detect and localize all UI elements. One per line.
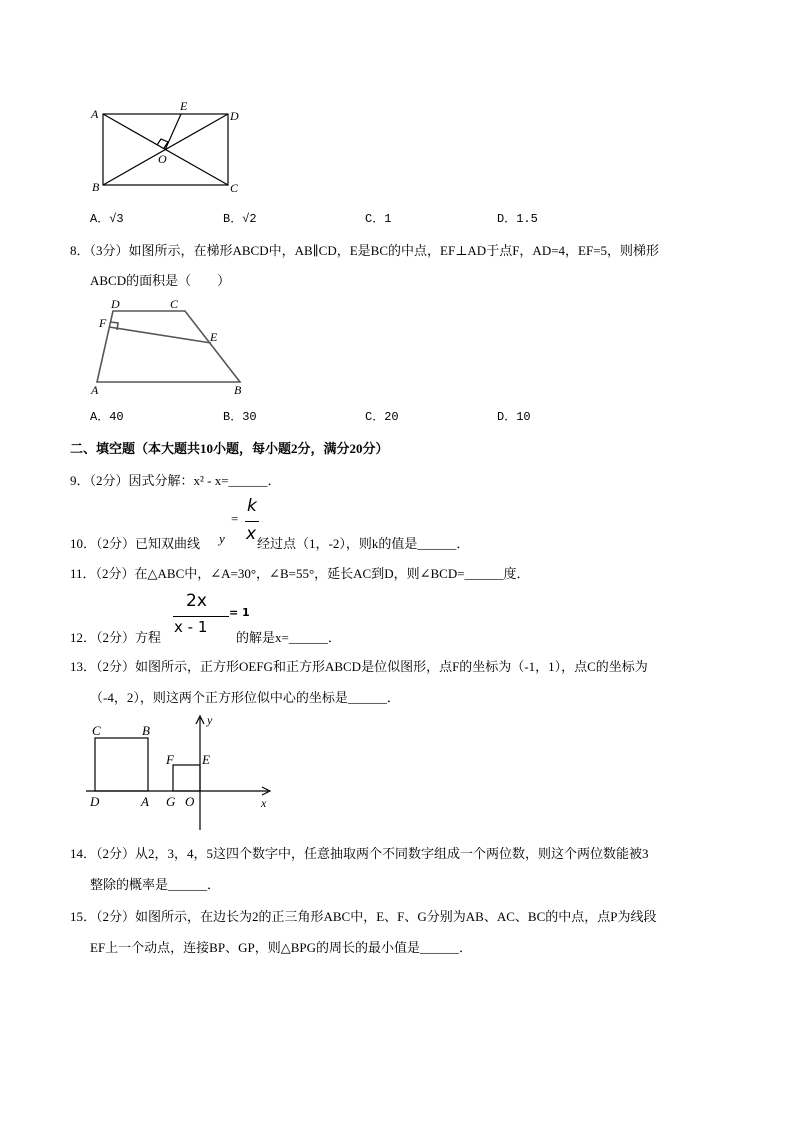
right-angle-mark: [157, 139, 168, 148]
q8-label-a: A: [91, 383, 99, 397]
trapezoid-abcd: [97, 311, 240, 382]
q13-label-d: D: [90, 794, 100, 809]
q13-label-o: O: [185, 794, 195, 809]
q7-label-b: B: [92, 180, 100, 194]
q8-label-b: B: [234, 383, 242, 397]
q8-text-line1: 8．（3分）如图所示，在梯形ABCD中，AB∥CD，E是BC的中点，EF⊥AD于点F，AD=4，EF=5，则梯形: [70, 243, 660, 258]
q10-equals: =: [231, 511, 239, 526]
q11-text: 11．（2分）在△ABC中，∠A=30°，∠B=55°，延长AC到D，则∠BCD=______度．: [70, 566, 530, 581]
q15-text-line1: 15．（2分）如图所示，在边长为2的正三角形ABC中，E、F、G分别为AB、AC、BC的中点，点P为线段: [70, 909, 657, 924]
q14-text-line1: 14．（2分）从2，3，4，5这四个数字中，任意抽取两个不同数字组成一个两位数，则这个两位数能被3: [70, 846, 649, 861]
diagonal-ac: [103, 114, 228, 185]
square-oefg: [173, 765, 200, 791]
q7-option-a: A．√3: [90, 212, 124, 226]
q10-prefix: 10．（2分）已知双曲线: [70, 536, 201, 551]
q12-rhs: = 1: [229, 606, 250, 619]
q13-label-a: A: [141, 794, 149, 809]
x-axis-arrow: [262, 787, 270, 795]
q7-option-b: B．√2: [223, 212, 257, 226]
q13-label-x: x: [261, 796, 267, 810]
q13-label-y: y: [207, 713, 213, 727]
q7-label-d: D: [230, 109, 239, 123]
q8-option-d: D．10: [497, 410, 531, 424]
q8-label-d: D: [111, 297, 120, 311]
q13-label-e: E: [202, 752, 210, 767]
q12-fraction-denominator: x - 1: [174, 618, 208, 636]
q7-option-c: C．1: [365, 212, 392, 226]
q8-label-e: E: [210, 330, 218, 344]
q8-label-c: C: [170, 297, 179, 311]
q10-suffix: 经过点（1，-2），则k的值是______．: [257, 536, 470, 551]
q10-fraction-numerator: k: [247, 496, 257, 516]
q7-label-o: O: [158, 152, 167, 166]
segment-oe: [165, 114, 181, 150]
q15-text-line2: EF上一个动点，连接BP、GP，则△BPG的周长的最小值是______．: [90, 940, 472, 955]
rectangle-abcd: [103, 114, 228, 185]
segment-ef: [109, 327, 211, 343]
q12-prefix: 12．（2分）方程: [70, 630, 162, 645]
q8-label-f: F: [99, 316, 107, 330]
q10-y: y: [219, 531, 225, 546]
diagonal-bd: [103, 114, 228, 185]
q12-fraction-numerator: 2x: [186, 591, 207, 611]
q9-text: 9．（2分）因式分解：x² - x=______．: [70, 473, 281, 488]
q12-suffix: 的解是x=______．: [236, 630, 341, 645]
q13-label-f: F: [166, 752, 174, 767]
q8-option-a: A．40: [90, 410, 124, 424]
y-axis-arrow: [196, 716, 204, 724]
q7-label-a: A: [91, 107, 99, 121]
q7-label-e: E: [180, 99, 188, 113]
q14-text-line2: 整除的概率是______．: [90, 877, 221, 892]
q12-fraction-bar: [173, 616, 229, 617]
right-angle-mark-f: [110, 322, 118, 330]
q8-option-c: C．20: [365, 410, 399, 424]
q10-fraction-denominator: x: [246, 524, 257, 544]
q13-text-line1: 13．（2分）如图所示，正方形OEFG和正方形ABCD是位似图形，点F的坐标为（-1，1），点C的坐标为: [70, 659, 648, 674]
q13-label-c: C: [92, 723, 101, 738]
q13-label-b: B: [142, 723, 150, 738]
q13-label-g: G: [166, 794, 176, 809]
q8-text-line2: ABCD的面积是（ ）: [90, 273, 231, 288]
square-abcd: [95, 738, 148, 791]
q7-label-c: C: [230, 181, 239, 195]
q13-text-line2: （-4，2），则这两个正方形位似中心的坐标是______．: [90, 690, 400, 705]
q8-option-b: B．30: [223, 410, 257, 424]
section-2-title: 二、填空题（本大题共10小题，每小题2分，满分20分）: [70, 441, 389, 456]
q10-fraction-bar: [245, 521, 259, 522]
q7-option-d: D．1.5: [497, 212, 538, 226]
